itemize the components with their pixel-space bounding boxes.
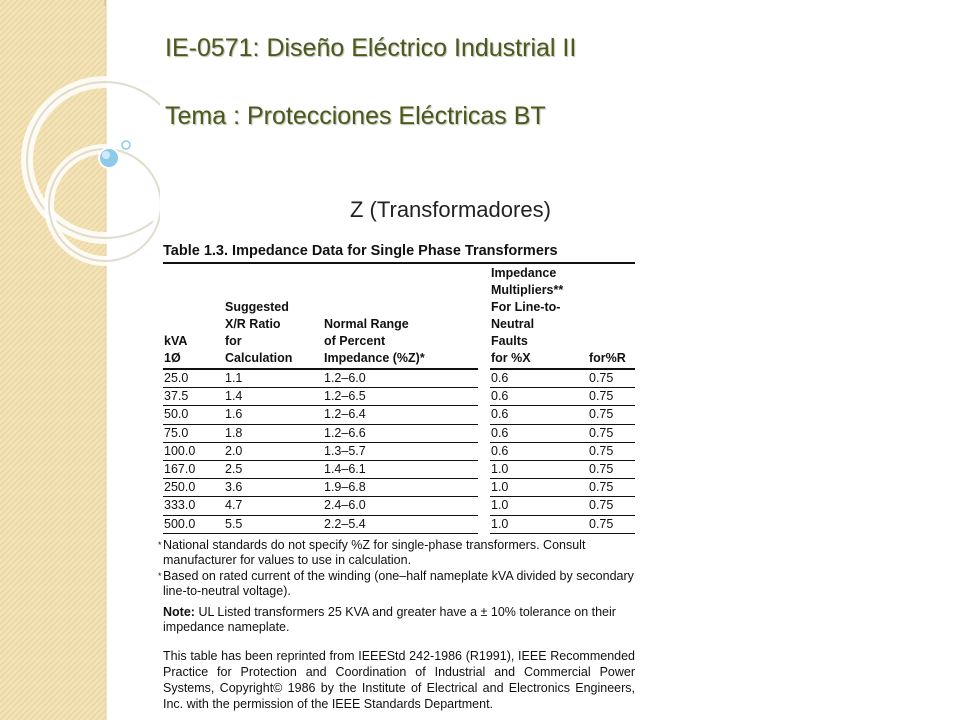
footnote-marker: * bbox=[158, 570, 162, 581]
cell-multiplier-x: 0.6 bbox=[490, 424, 588, 442]
cell-percent-impedance: 1.2–6.0 bbox=[323, 369, 478, 388]
impedance-table bbox=[163, 264, 635, 534]
header-kva: kVA 1Ø bbox=[163, 264, 224, 369]
cell-xr-ratio: 1.6 bbox=[224, 406, 323, 424]
cell-xr-ratio: 1.8 bbox=[224, 424, 323, 442]
table-row bbox=[163, 515, 635, 533]
cell-kva: 25.0 bbox=[163, 369, 224, 388]
cell-multiplier-r: 0.75 bbox=[588, 442, 635, 460]
cell-kva: 75.0 bbox=[163, 424, 224, 442]
table-title: Table 1.3. Impedance Data for Single Phase Transformers bbox=[163, 243, 635, 264]
footnote-1 bbox=[158, 537, 635, 569]
cell-xr-ratio: 2.0 bbox=[224, 442, 323, 460]
cell-multiplier-r: 0.75 bbox=[588, 479, 635, 497]
table-row bbox=[163, 479, 635, 497]
cell-kva: 333.0 bbox=[163, 497, 224, 515]
column-gap bbox=[478, 369, 490, 388]
impedance-table-figure bbox=[158, 243, 635, 712]
column-gap bbox=[478, 460, 490, 478]
column-gap bbox=[478, 388, 490, 406]
column-gap bbox=[478, 406, 490, 424]
cell-multiplier-r: 0.75 bbox=[588, 388, 635, 406]
cell-multiplier-x: 0.6 bbox=[490, 388, 588, 406]
table-body bbox=[163, 369, 635, 533]
cell-multiplier-r: 0.75 bbox=[588, 424, 635, 442]
footnote-2 bbox=[158, 568, 635, 600]
cell-percent-impedance: 2.4–6.0 bbox=[323, 497, 478, 515]
table-row bbox=[163, 460, 635, 478]
cell-percent-impedance: 1.2–6.6 bbox=[323, 424, 478, 442]
cell-xr-ratio: 1.4 bbox=[224, 388, 323, 406]
cell-multiplier-r: 0.75 bbox=[588, 497, 635, 515]
table-notes bbox=[158, 537, 635, 636]
table-row bbox=[163, 406, 635, 424]
table-row bbox=[163, 497, 635, 515]
cell-kva: 50.0 bbox=[163, 406, 224, 424]
cell-multiplier-r: 0.75 bbox=[588, 406, 635, 424]
cell-xr-ratio: 5.5 bbox=[224, 515, 323, 533]
cell-percent-impedance: 1.9–6.8 bbox=[323, 479, 478, 497]
footnote-1-text: National standards do not specify %Z for single-phase transformers. Consult manufacturer for values to use in calculation. bbox=[163, 537, 586, 568]
slide-title-course: IE-0571: Diseño Eléctrico Industrial II bbox=[165, 34, 577, 62]
header-percent-impedance: Normal Range of Percent Impedance (%Z)* bbox=[323, 264, 478, 369]
header-multiplier-r: for%R bbox=[588, 264, 635, 369]
table-row bbox=[163, 442, 635, 460]
cell-xr-ratio: 2.5 bbox=[224, 460, 323, 478]
cell-multiplier-x: 1.0 bbox=[490, 460, 588, 478]
cell-kva: 100.0 bbox=[163, 442, 224, 460]
cell-multiplier-x: 1.0 bbox=[490, 515, 588, 533]
note-text: UL Listed transformers 25 KVA and greater have a ± 10% tolerance on their impedance nameplate. bbox=[163, 604, 616, 635]
column-gap bbox=[478, 515, 490, 533]
table-note bbox=[163, 605, 635, 636]
column-gap bbox=[478, 442, 490, 460]
header-multiplier-x: Impedance Multipliers** For Line-to-Neutral Faults for %X bbox=[490, 264, 588, 369]
cell-percent-impedance: 1.3–5.7 bbox=[323, 442, 478, 460]
cell-kva: 250.0 bbox=[163, 479, 224, 497]
slide-title-topic: Tema : Protecciones Eléctricas BT bbox=[165, 102, 546, 130]
column-gap bbox=[478, 479, 490, 497]
cell-kva: 500.0 bbox=[163, 515, 224, 533]
header-xr-ratio: Suggested X/R Ratio for Calculation bbox=[224, 264, 323, 369]
cell-multiplier-r: 0.75 bbox=[588, 515, 635, 533]
column-gap bbox=[478, 424, 490, 442]
cell-multiplier-x: 0.6 bbox=[490, 442, 588, 460]
table-row bbox=[163, 388, 635, 406]
cell-multiplier-r: 0.75 bbox=[588, 460, 635, 478]
cell-percent-impedance: 2.2–5.4 bbox=[323, 515, 478, 533]
cell-kva: 167.0 bbox=[163, 460, 224, 478]
table-header-row bbox=[163, 264, 635, 369]
footnote-2-text: Based on rated current of the winding (one–half nameplate kVA divided by secondary line-to-neutral voltage). bbox=[163, 568, 634, 599]
cell-percent-impedance: 1.2–6.4 bbox=[323, 406, 478, 424]
footnote-marker: * bbox=[158, 539, 162, 550]
cell-xr-ratio: 4.7 bbox=[224, 497, 323, 515]
slide-subtitle: Z (Transformadores) bbox=[350, 197, 551, 222]
cell-percent-impedance: 1.4–6.1 bbox=[323, 460, 478, 478]
cell-kva: 37.5 bbox=[163, 388, 224, 406]
reprint-notice: This table has been reprinted from IEEEStd 242-1986 (R1991), IEEE Recommended Practice for Protection and Coordination of Industrial and Commercial Power Systems, Copyright© 1986 by the Institute of Electrical and Electronics Engineers, Inc. with the permission of the IEEE Standards Department. bbox=[163, 648, 635, 711]
cell-multiplier-x: 1.0 bbox=[490, 479, 588, 497]
cell-percent-impedance: 1.2–6.5 bbox=[323, 388, 478, 406]
table-row bbox=[163, 369, 635, 388]
cell-multiplier-x: 1.0 bbox=[490, 497, 588, 515]
decorative-side-band bbox=[0, 0, 160, 720]
cell-multiplier-r: 0.75 bbox=[588, 369, 635, 388]
column-gap bbox=[478, 497, 490, 515]
column-gap bbox=[478, 264, 490, 369]
cell-multiplier-x: 0.6 bbox=[490, 369, 588, 388]
table-row bbox=[163, 424, 635, 442]
cell-xr-ratio: 1.1 bbox=[224, 369, 323, 388]
note-label: Note: bbox=[163, 604, 195, 619]
cell-xr-ratio: 3.6 bbox=[224, 479, 323, 497]
cell-multiplier-x: 0.6 bbox=[490, 406, 588, 424]
